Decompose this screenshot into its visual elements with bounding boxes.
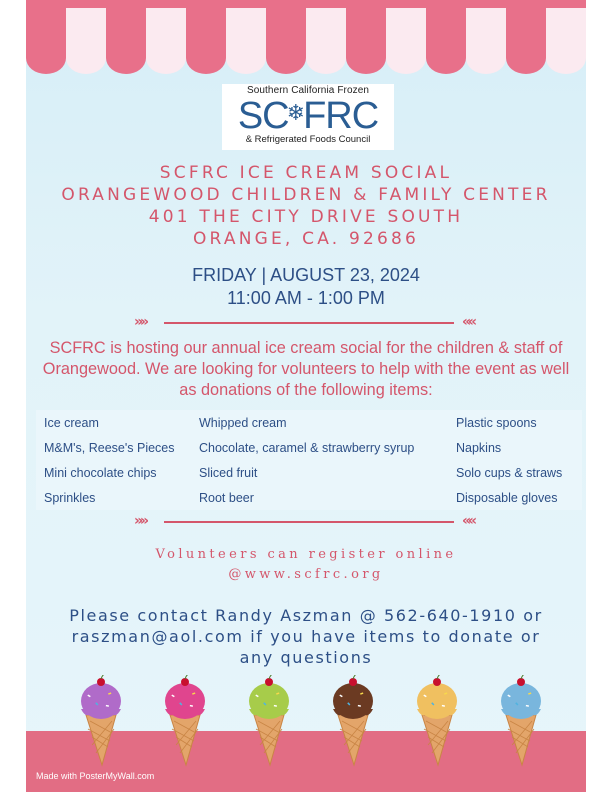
- awning-top-band: [26, 0, 586, 8]
- double-chevron-left-icon: ««: [462, 513, 475, 529]
- event-time: 11:00 AM - 1:00 PM: [227, 288, 385, 308]
- ice-cream-cone-icon: [498, 675, 544, 767]
- logo-letters-right: FRC: [303, 95, 379, 137]
- headline-line-city: ORANGE, CA. 92686: [192, 229, 420, 249]
- list-item: Mini chocolate chips: [44, 466, 157, 480]
- awning-stripe: [546, 0, 586, 56]
- awning-stripe: [386, 0, 426, 56]
- awning-stripe: [426, 0, 466, 56]
- awning-scallop: [26, 56, 66, 74]
- headline-line-title: SCFRC ICE CREAM SOCIAL: [159, 163, 453, 183]
- list-item: Sliced fruit: [199, 466, 258, 480]
- logo-top-text: Southern California Frozen: [246, 85, 370, 96]
- headline-line-venue: ORANGEWOOD CHILDREN & FAMILY CENTER: [61, 185, 551, 205]
- list-item: M&M's, Reese's Pieces: [44, 441, 175, 455]
- double-chevron-right-icon: »»: [134, 513, 147, 529]
- awning-stripe: [346, 0, 386, 56]
- awning-scallop: [226, 56, 266, 74]
- awning-scallop: [66, 56, 106, 74]
- awning: [26, 0, 586, 76]
- event-headline: [26, 162, 586, 250]
- awning-scallop: [106, 56, 146, 74]
- list-item: Disposable gloves: [456, 491, 558, 505]
- awning-stripe: [266, 0, 306, 56]
- event-when: [26, 264, 586, 310]
- credit-text: Made with PosterMyWall.com: [36, 771, 155, 781]
- awning-stripe: [106, 0, 146, 56]
- double-chevron-right-icon: »»: [134, 314, 147, 330]
- volunteer-info: [26, 545, 586, 585]
- contact-info: [26, 605, 586, 668]
- ice-cream-cone-icon: [162, 675, 208, 767]
- headline-line-street: 401 THE CITY DRIVE SOUTH: [148, 207, 464, 227]
- volunteer-website: @www.scfrc.org: [228, 567, 384, 582]
- contact-line: raszman@aol.com if you have items to donate or: [71, 627, 541, 646]
- double-chevron-left-icon: ««: [462, 314, 475, 330]
- awning-scallop: [306, 56, 346, 74]
- awning-scallop: [266, 56, 306, 74]
- awning-scallop: [506, 56, 546, 74]
- awning-scallop: [546, 56, 586, 74]
- poster: [26, 0, 586, 792]
- logo-letters-left: SC: [237, 95, 289, 137]
- awning-scallop: [346, 56, 386, 74]
- ice-cream-cone-icon: [330, 675, 376, 767]
- list-item: Sprinkles: [44, 491, 96, 505]
- list-item: Plastic spoons: [456, 416, 537, 430]
- awning-scallop: [186, 56, 226, 74]
- scfrc-logo: [222, 84, 394, 150]
- list-item: Chocolate, caramel & strawberry syrup: [199, 441, 415, 455]
- awning-scallop: [466, 56, 506, 74]
- contact-line: Please contact Randy Aszman @ 562-640-1910 or: [69, 606, 543, 625]
- awning-scallop: [426, 56, 466, 74]
- awning-stripe: [26, 0, 66, 56]
- list-item: Solo cups & straws: [456, 466, 563, 480]
- awning-scallop: [386, 56, 426, 74]
- awning-stripe: [146, 0, 186, 56]
- awning-stripe: [506, 0, 546, 56]
- divider-line: [164, 521, 454, 523]
- divider-line: [164, 322, 454, 324]
- ice-cream-cone-icon: [246, 675, 292, 767]
- awning-stripe: [66, 0, 106, 56]
- awning-stripe: [306, 0, 346, 56]
- awning-stripe: [466, 0, 506, 56]
- divider-top: [134, 316, 484, 330]
- list-item: Napkins: [456, 441, 502, 455]
- awning-stripe: [226, 0, 266, 56]
- logo-bottom-text: & Refrigerated Foods Council: [245, 134, 371, 145]
- contact-line: any questions: [239, 648, 373, 667]
- intro-paragraph: SCFRC is hosting our annual ice cream social for the children & staff of Orangewood. We are looking for volunteers to help with the event as well as donations of the following items:: [42, 339, 570, 399]
- snowflake-icon: ❄: [286, 101, 306, 126]
- volunteer-line: Volunteers can register online: [155, 547, 457, 562]
- ice-cream-cone-icon: [414, 675, 460, 767]
- list-item: Whipped cream: [199, 416, 287, 430]
- list-item: Root beer: [199, 491, 254, 505]
- list-item: Ice cream: [44, 416, 99, 430]
- divider-bottom: [134, 515, 484, 529]
- ice-cream-cone-icon: [78, 675, 124, 767]
- awning-scallop: [146, 56, 186, 74]
- donation-items: [36, 410, 582, 510]
- awning-stripe: [186, 0, 226, 56]
- event-date: FRIDAY | AUGUST 23, 2024: [192, 265, 420, 285]
